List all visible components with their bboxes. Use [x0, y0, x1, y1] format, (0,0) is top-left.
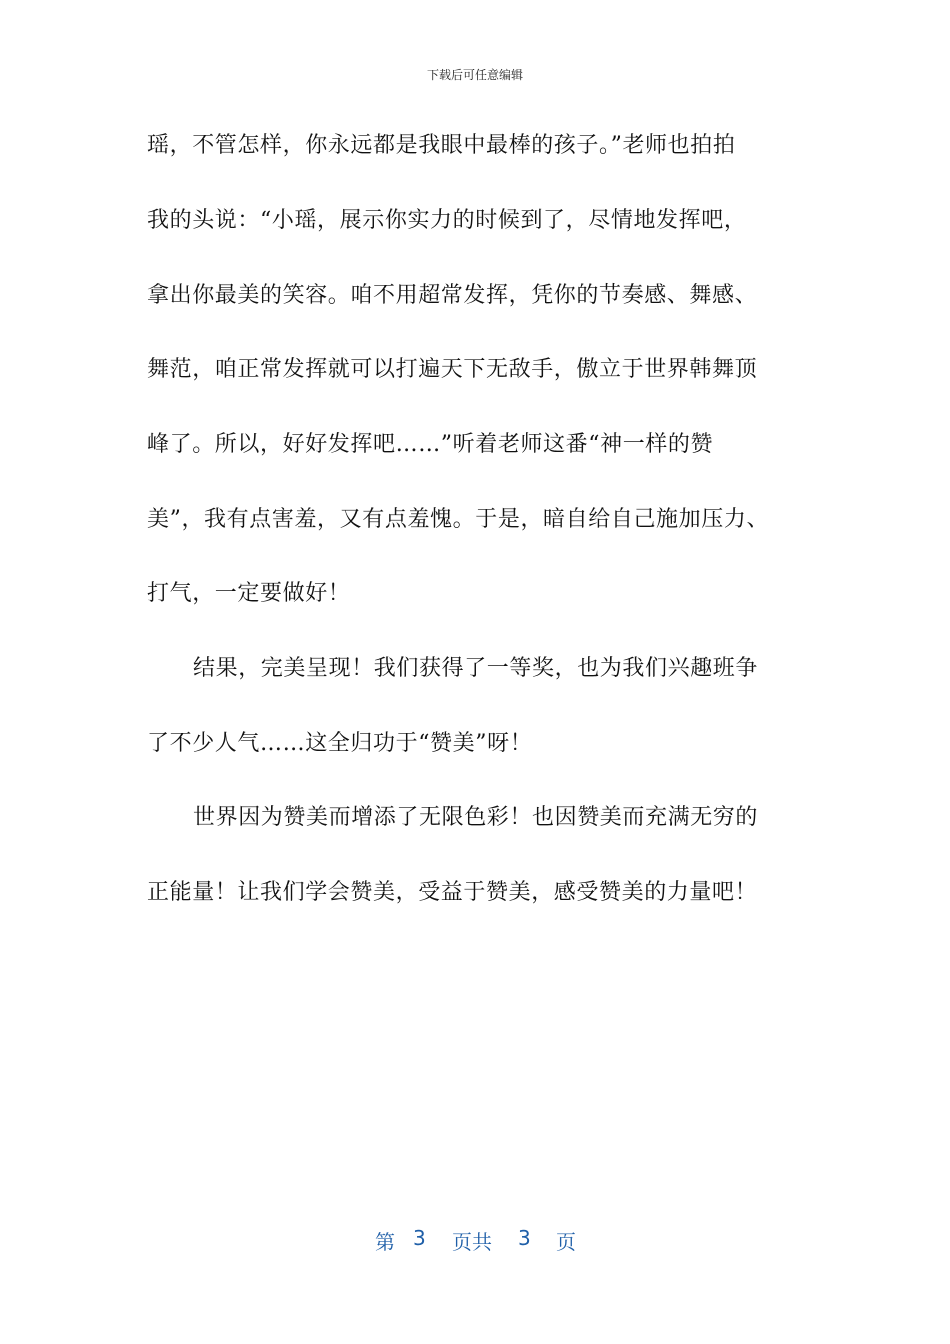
text-line: 我的头说：“小瑶，展示你实力的时候到了，尽情地发挥吧， [147, 208, 747, 233]
text-line: 拿出你最美的笑容。咱不用超常发挥，凭你的节奏感、舞感、 [147, 283, 758, 308]
text-line: 瑶，不管怎样，你永远都是我眼中最棒的孩子。”老师也拍拍 [147, 133, 736, 158]
page-footer [0, 1226, 950, 1252]
page-mid-label: 页共 [452, 1230, 492, 1254]
text-line: 世界因为赞美而增添了无限色彩！也因赞美而充满无穷的 [193, 805, 759, 830]
text-line: 结果，完美呈现！我们获得了一等奖，也为我们兴趣班争 [193, 656, 759, 681]
page-suffix: 页 [556, 1230, 576, 1254]
text-line: 正能量！让我们学会赞美，受益于赞美，感受赞美的力量吧！ [147, 880, 758, 905]
text-line: 了不少人气……这全归功于“赞美”呀！ [147, 731, 533, 756]
total-pages-number: 3 [518, 1226, 531, 1250]
page-prefix: 第 [375, 1230, 395, 1254]
text-line: 峰了。所以，好好发挥吧……”听着老师这番“神一样的赞 [147, 432, 714, 457]
header-note: 下载后可任意编辑 [426, 68, 523, 82]
text-line: 舞范，咱正常发挥就可以打遍天下无敌手，傲立于世界韩舞顶 [147, 357, 758, 382]
current-page-number: 3 [413, 1226, 426, 1250]
text-line: 打气，一定要做好！ [147, 581, 351, 606]
text-line: 美”，我有点害羞，又有点羞愧。于是，暗自给自己施加压力、 [147, 507, 770, 532]
